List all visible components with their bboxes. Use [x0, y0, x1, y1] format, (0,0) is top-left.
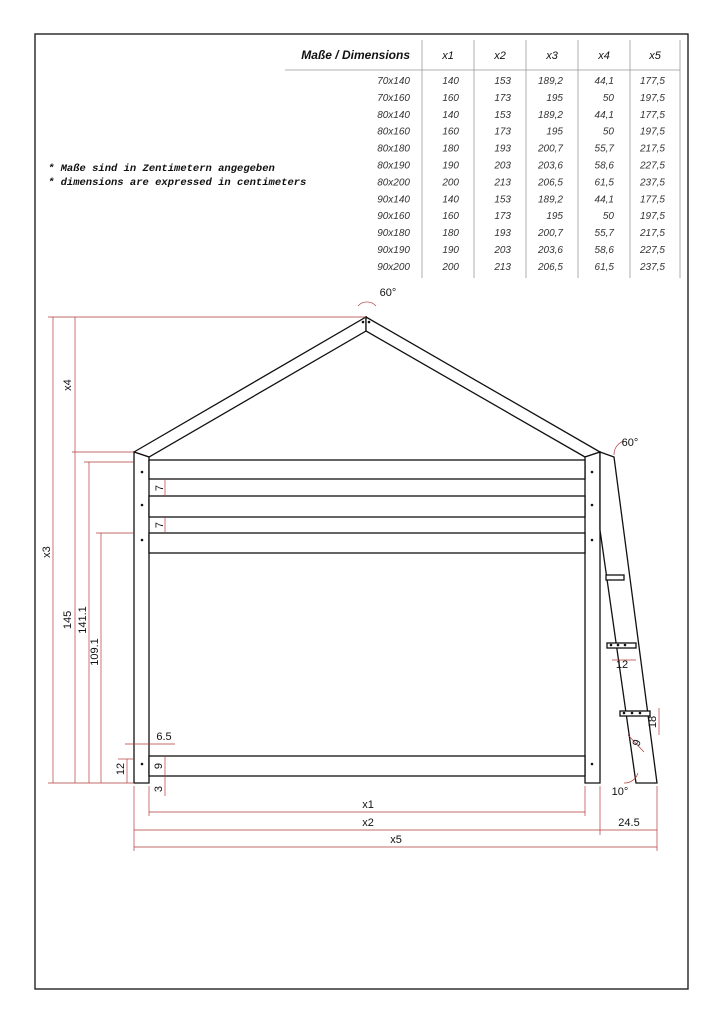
table-cell: 50 — [602, 211, 614, 223]
label-x1: x1 — [362, 799, 374, 811]
label-145: 145 — [62, 610, 74, 630]
table-cell: 206,5 — [537, 177, 563, 189]
rail-bottom — [149, 756, 585, 776]
table-cell: 61,5 — [594, 261, 614, 273]
table-cell: 206,5 — [537, 261, 563, 273]
label-angle-bottom: 10° — [611, 786, 629, 798]
left-post — [134, 452, 149, 783]
table-cell: 203,6 — [537, 245, 563, 256]
table-row-size: 80x160 — [377, 126, 410, 138]
table-cell: 180 — [442, 228, 459, 240]
label-12: 12 — [115, 762, 127, 776]
table-cell: 213 — [494, 261, 511, 273]
table-cell: 44,1 — [594, 109, 614, 121]
table-cell: 58,6 — [594, 245, 614, 256]
table-cell: 153 — [494, 109, 511, 121]
ladder-rail — [600, 452, 657, 783]
table-cell: 203 — [494, 245, 511, 256]
table-cell: 189,2 — [537, 194, 563, 206]
roof-board-left — [134, 317, 366, 457]
table-cell: 140 — [442, 109, 459, 121]
table-cell: 227,5 — [639, 160, 665, 172]
table-cell: 195 — [546, 126, 563, 138]
table-cell: 153 — [494, 194, 511, 206]
table-header-x1: x1 — [442, 50, 454, 62]
table-row-size: 80x200 — [377, 177, 410, 189]
table-cell: 200,7 — [537, 228, 563, 240]
table-cell: 237,5 — [639, 261, 665, 273]
table-cell: 237,5 — [639, 177, 665, 189]
table-row-size: 70x140 — [377, 76, 410, 87]
table-cell: 200 — [442, 261, 459, 273]
table-cell: 58,6 — [594, 160, 614, 172]
table-row-size: 90x140 — [377, 194, 410, 206]
label-gap-7-upper: 7 — [154, 484, 166, 492]
table-cell: 55,7 — [594, 143, 614, 155]
label-x5: x5 — [390, 834, 402, 846]
table-row-size: 90x160 — [377, 211, 410, 223]
table-cell: 217,5 — [639, 143, 665, 155]
table-row-size: 80x140 — [377, 109, 410, 121]
label-ladder-12: 12 — [615, 659, 629, 671]
table-cell: 140 — [442, 194, 459, 206]
table-header-x2: x2 — [494, 50, 506, 62]
note-german: * Maße sind in Zentimetern angegeben — [48, 163, 275, 175]
table-cell: 189,2 — [537, 109, 563, 121]
bed-drawing — [134, 317, 657, 783]
table-row-size: 90x200 — [377, 261, 410, 273]
table-cell: 50 — [602, 92, 614, 104]
rail-top-1 — [149, 460, 585, 479]
table-cell: 197,5 — [639, 126, 665, 138]
label-3: 3 — [153, 785, 165, 793]
table-cell: 203,6 — [537, 160, 563, 172]
table-header-x3: x3 — [546, 50, 558, 62]
table-cell: 160 — [442, 92, 459, 104]
table-cell: 200 — [442, 177, 459, 189]
table-row-size: 80x180 — [377, 143, 410, 155]
table-cell: 61,5 — [594, 177, 614, 189]
table-cell: 140 — [442, 76, 459, 87]
table-cell: 173 — [494, 211, 511, 223]
table-cell: 160 — [442, 126, 459, 138]
label-x3: x3 — [41, 546, 53, 558]
table-cell: 189,2 — [537, 76, 563, 87]
table-cell: 217,5 — [639, 228, 665, 240]
table-row-size: 90x190 — [377, 245, 410, 256]
label-ladder-18: 18 — [647, 715, 659, 729]
table-cell: 173 — [494, 92, 511, 104]
label-angle-top: 60° — [379, 287, 397, 299]
table-cell: 50 — [602, 126, 614, 138]
table-cell: 197,5 — [639, 92, 665, 104]
label-angle-side: 60° — [621, 437, 639, 449]
table-header-x4: x4 — [598, 50, 610, 62]
label-6-5: 6.5 — [156, 731, 172, 743]
table-row-size: 90x180 — [377, 228, 410, 240]
table-cell: 227,5 — [639, 245, 665, 256]
roof-board-right — [366, 317, 600, 457]
label-24-5: 24.5 — [618, 817, 640, 829]
note-english: * dimensions are expressed in centimeters — [48, 177, 307, 189]
table-row-size: 80x190 — [377, 160, 410, 172]
label-gap-7-lower: 7 — [154, 521, 166, 529]
rail-top-2 — [149, 496, 585, 517]
table-cell: 180 — [442, 143, 459, 155]
table-cell: 193 — [494, 143, 511, 155]
table-cell: 195 — [546, 92, 563, 104]
table-cell: 55,7 — [594, 228, 614, 240]
label-109-1: 109.1 — [89, 638, 101, 666]
table-header-x5: x5 — [649, 50, 661, 62]
table-cell: 197,5 — [639, 211, 665, 223]
label-ladder-9: 9 — [630, 738, 644, 748]
table-cell: 200,7 — [537, 143, 563, 155]
label-141-1: 141.1 — [77, 606, 89, 634]
table-cell: 193 — [494, 228, 511, 240]
label-9: 9 — [153, 762, 165, 770]
right-post — [585, 452, 600, 783]
dimensions-table — [285, 40, 680, 278]
table-cell: 44,1 — [594, 194, 614, 206]
table-cell: 177,5 — [639, 76, 665, 87]
table-cell: 160 — [442, 211, 459, 223]
label-x4: x4 — [62, 379, 74, 391]
table-cell: 190 — [442, 245, 459, 256]
table-cell: 190 — [442, 160, 459, 172]
table-header-title: Maße / Dimensions — [301, 48, 410, 62]
table-cell: 177,5 — [639, 109, 665, 121]
ladder-rung-1 — [606, 575, 624, 580]
table-cell: 153 — [494, 76, 511, 87]
table-cell: 177,5 — [639, 194, 665, 206]
rail-top-3 — [149, 533, 585, 553]
table-cell: 203 — [494, 160, 511, 172]
label-x2: x2 — [362, 817, 374, 829]
table-cell: 213 — [494, 177, 511, 189]
table-cell: 173 — [494, 126, 511, 138]
table-row-size: 70x160 — [377, 92, 410, 104]
table-cell: 44,1 — [594, 76, 614, 87]
table-cell: 195 — [546, 211, 563, 223]
